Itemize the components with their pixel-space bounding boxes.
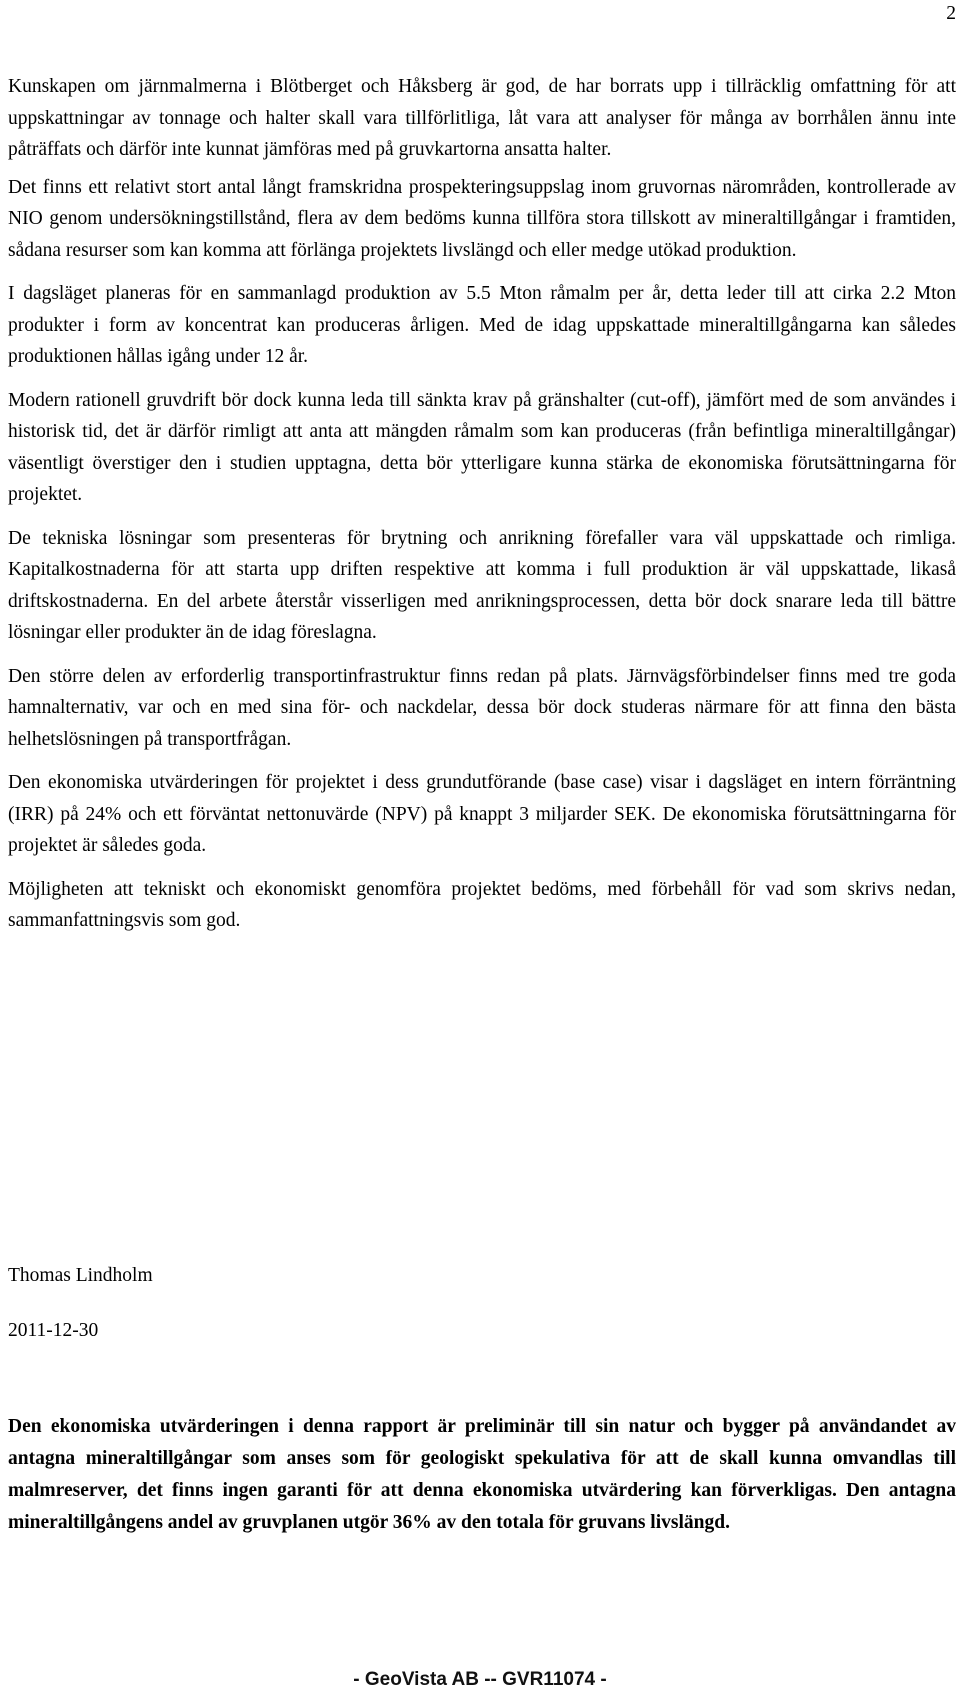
body-text xyxy=(8,71,956,949)
paragraph-cut-off: Modern rationell gruvdrift bör dock kunna leda till sänkta krav på gränshalter (cut-off), jämfört med de som användes i historisk tid, det är därför rimligt att anta att mängden råmalm som kan produceras (från befintliga mineraltillgångar) väsentligt överstiger den i studien upptagna, detta bör ytterligare kunna stärka de ekonomiska förutsättningarna för projektet. xyxy=(8,389,956,505)
document-date: 2011-12-30 xyxy=(8,1320,99,1341)
paragraph-production: I dagsläget planeras för en sammanlagd produktion av 5.5 Mton råmalm per år, detta leder till att cirka 2.2 Mton produkter i form av koncentrat kan produceras årligen. Med de idag uppskattade mineraltillgångarna kan således produktionen hållas igång under 12 år. xyxy=(8,283,956,367)
paragraph-technical-solutions: De tekniska lösningar som presenteras för brytning och anrikning förefaller vara väl uppskattade och rimliga. Kapitalkostnaderna för att starta upp driften respektive att komma i full produktion är väl uppskattade, likaså driftskostnaderna. En del arbete återstår visserligen med anrikningsprocessen, detta bör dock snarare leda till bättre lösningar eller produkter än de idag föreslagna. xyxy=(8,527,956,643)
page-footer: - GeoVista AB -- GVR11074 - xyxy=(353,1669,607,1690)
paragraph-economic-evaluation: Den ekonomiska utvärderingen för projektet i dess grundutförande (base case) visar i dagsläget en intern förräntning (IRR) på 24% och ett förväntat nettonuvärde (NPV) på knappt 3 miljarder SEK. De ekonomiska förutsättningarna för projektet är således goda. xyxy=(8,772,956,856)
disclaimer: Den ekonomiska utvärderingen i denna rapport är preliminär till sin natur och bygger på användandet av antagna mineraltillgångar som anses som för geologiskt spekulativa för att de skall kunna omvandlas till malmreserver, det finns ingen garanti för att denna ekonomiska utvärdering kan förverkligas. Den antagna mineraltillgångens andel av gruvplanen utgör 36% av den totala för gruvans livslängd. xyxy=(8,1416,956,1533)
paragraph-conclusion: Möjligheten att tekniskt och ekonomiskt genomföra projektet bedöms, med förbehåll för vad som skrivs nedan, sammanfattningsvis som god. xyxy=(8,878,956,931)
author-name: Thomas Lindholm xyxy=(8,1265,153,1286)
page-number: 2 xyxy=(946,3,956,24)
paragraph-prospecting: Det finns ett relativt stort antal långt framskridna prospekteringsuppslag inom gruvornas närområden, kontrollerade av NIO genom undersökningstillstånd, flera av dem bedöms kunna tillföra stora tillskott av mineraltillgångar i framtiden, sådana resurser som kan komma att förlänga projektets livslängd och eller medge utökad produktion. xyxy=(8,176,956,261)
paragraph-transport: Den större delen av erforderlig transportinfrastruktur finns redan på plats. Järnvägsförbindelser finns med tre goda hamnalternativ, var och en med sina för- och nackdelar, dessa bör dock studeras närmare för att finna den bästa helhetslösningen på transportfrågan. xyxy=(8,665,956,750)
paragraph-ore-knowledge: Kunskapen om järnmalmerna i Blötberget och Håksberg är god, de har borrats upp i tillräcklig omfattning för att uppskattningar av tonnage och halter skall vara tillförlitliga, låt vara att analyser för många av borrhålen ännu inte påträffats och därför inte kunnat jämföras med på gruvkartorna ansatta halter. xyxy=(8,76,956,160)
